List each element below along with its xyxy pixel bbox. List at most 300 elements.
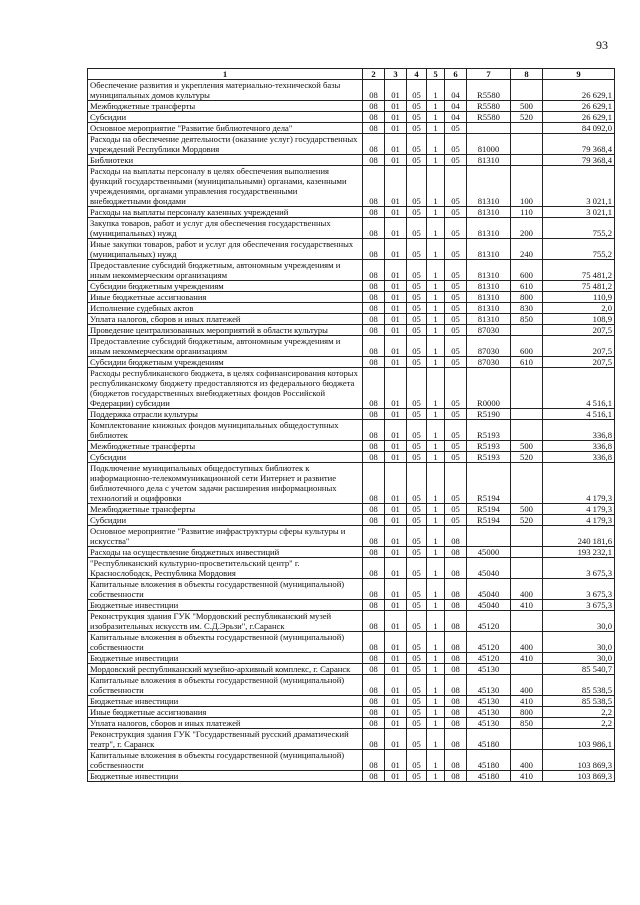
code-cell: 05	[407, 526, 427, 547]
amount-cell: 336,8	[543, 441, 615, 452]
code-cell: 45180	[467, 750, 511, 771]
code-cell: 01	[385, 515, 407, 526]
code-cell: 01	[385, 207, 407, 218]
row-name-cell: "Республиканский культурно-просветительский центр" г. Краснослободск, Республика Мордовия	[88, 558, 363, 579]
code-cell: 45130	[467, 675, 511, 696]
code-cell: 1	[427, 207, 445, 218]
code-cell: 81310	[467, 303, 511, 314]
code-cell: 1	[427, 420, 445, 441]
code-cell: 05	[445, 463, 467, 504]
code-cell	[511, 325, 543, 336]
code-cell: 05	[407, 239, 427, 260]
row-name-cell: Расходы на обеспечение деятельности (оказание услуг) государственных учреждений Республики Мордовия	[88, 134, 363, 155]
amount-cell: 3 675,3	[543, 558, 615, 579]
code-cell: 08	[363, 771, 385, 782]
code-cell: 08	[445, 547, 467, 558]
code-cell: 81310	[467, 166, 511, 207]
table-row	[88, 368, 615, 409]
code-cell: 08	[363, 452, 385, 463]
code-cell: 1	[427, 166, 445, 207]
code-cell	[511, 547, 543, 558]
row-name-cell: Библиотеки	[88, 155, 363, 166]
table-row	[88, 281, 615, 292]
code-cell: 01	[385, 611, 407, 632]
code-cell: 110	[511, 207, 543, 218]
code-cell: 05	[445, 292, 467, 303]
table-row	[88, 336, 615, 357]
code-cell: 01	[385, 239, 407, 260]
code-cell: 45040	[467, 600, 511, 611]
row-name-cell: Реконструкция здания ГУК "Мордовский республиканский музей изобразительных искусств им. С.Д.Эрьзи", г.Саранск	[88, 611, 363, 632]
amount-cell: 26 629,1	[543, 80, 615, 101]
table-row	[88, 80, 615, 101]
code-cell: 04	[445, 112, 467, 123]
code-cell: 05	[445, 325, 467, 336]
code-cell: 01	[385, 101, 407, 112]
table-row	[88, 441, 615, 452]
code-cell	[511, 420, 543, 441]
code-cell: 05	[407, 420, 427, 441]
code-cell: 05	[407, 696, 427, 707]
code-cell: 05	[407, 166, 427, 207]
code-cell: 1	[427, 218, 445, 239]
code-cell: 08	[363, 675, 385, 696]
code-cell: 05	[407, 718, 427, 729]
code-cell: 01	[385, 303, 407, 314]
code-cell	[467, 123, 511, 134]
table-row	[88, 718, 615, 729]
code-cell: 05	[445, 515, 467, 526]
table-row	[88, 101, 615, 112]
amount-cell: 207,5	[543, 325, 615, 336]
table-row	[88, 504, 615, 515]
code-cell: 05	[445, 368, 467, 409]
code-cell: 08	[363, 260, 385, 281]
table-row	[88, 515, 615, 526]
code-cell: 610	[511, 357, 543, 368]
code-cell: 1	[427, 239, 445, 260]
table-row	[88, 218, 615, 239]
code-cell: 1	[427, 368, 445, 409]
code-cell: 08	[363, 336, 385, 357]
code-cell: 05	[445, 239, 467, 260]
code-cell: 08	[363, 558, 385, 579]
code-cell: 05	[407, 600, 427, 611]
table-row	[88, 771, 615, 782]
code-cell	[511, 155, 543, 166]
code-cell: 08	[363, 101, 385, 112]
amount-cell: 3 021,1	[543, 166, 615, 207]
code-cell: 08	[363, 218, 385, 239]
code-cell: 01	[385, 632, 407, 653]
code-cell: 05	[445, 336, 467, 357]
code-cell: 81310	[467, 155, 511, 166]
code-cell: 08	[445, 664, 467, 675]
header-cell: 1	[88, 69, 363, 80]
code-cell: 1	[427, 526, 445, 547]
code-cell: 05	[407, 771, 427, 782]
code-cell: 1	[427, 515, 445, 526]
code-cell: 800	[511, 292, 543, 303]
code-cell: 01	[385, 707, 407, 718]
row-name-cell: Бюджетные инвестиции	[88, 653, 363, 664]
code-cell: 1	[427, 281, 445, 292]
code-cell: 08	[363, 632, 385, 653]
code-cell: 08	[363, 515, 385, 526]
header-cell: 7	[467, 69, 511, 80]
code-cell: 08	[363, 357, 385, 368]
table-row	[88, 653, 615, 664]
code-cell: 1	[427, 112, 445, 123]
code-cell	[511, 729, 543, 750]
code-cell: 1	[427, 750, 445, 771]
row-name-cell: Бюджетные инвестиции	[88, 600, 363, 611]
code-cell: 1	[427, 611, 445, 632]
code-cell: 01	[385, 718, 407, 729]
row-name-cell: Исполнение судебных актов	[88, 303, 363, 314]
code-cell: 05	[407, 547, 427, 558]
amount-cell: 336,8	[543, 420, 615, 441]
code-cell: 05	[445, 166, 467, 207]
row-name-cell: Расходы на выплаты персоналу в целях обеспечения выполнения функций государственными (муниципальными) органами, казенными учреждениями, органами управления государственными внебюджетными фондами	[88, 166, 363, 207]
code-cell: 05	[407, 260, 427, 281]
code-cell: 01	[385, 664, 407, 675]
code-cell: 45120	[467, 632, 511, 653]
page-number: 93	[596, 38, 608, 52]
code-cell: 1	[427, 771, 445, 782]
row-name-cell: Мордовский республиканский музейно-архивный комплекс, г. Саранск	[88, 664, 363, 675]
code-cell: 08	[363, 664, 385, 675]
amount-cell: 103 986,1	[543, 729, 615, 750]
code-cell: 08	[363, 368, 385, 409]
code-cell: 08	[445, 558, 467, 579]
code-cell: 400	[511, 675, 543, 696]
table-row	[88, 463, 615, 504]
code-cell: 08	[445, 750, 467, 771]
code-cell: 1	[427, 80, 445, 101]
amount-cell: 2,0	[543, 303, 615, 314]
table-row	[88, 260, 615, 281]
code-cell: R5580	[467, 101, 511, 112]
code-cell: 08	[363, 611, 385, 632]
code-cell: 05	[445, 314, 467, 325]
amount-cell: 30,0	[543, 611, 615, 632]
code-cell: 1	[427, 632, 445, 653]
code-cell: 01	[385, 336, 407, 357]
code-cell: 01	[385, 504, 407, 515]
amount-cell: 4 179,3	[543, 463, 615, 504]
table-row	[88, 707, 615, 718]
table-header-row	[88, 69, 615, 80]
code-cell: 08	[363, 463, 385, 504]
code-cell: 08	[363, 281, 385, 292]
code-cell: 05	[445, 281, 467, 292]
code-cell: 45000	[467, 547, 511, 558]
code-cell: 1	[427, 600, 445, 611]
amount-cell: 207,5	[543, 336, 615, 357]
code-cell: 08	[363, 207, 385, 218]
code-cell: 1	[427, 664, 445, 675]
code-cell: 45180	[467, 729, 511, 750]
code-cell: 05	[407, 664, 427, 675]
code-cell: 08	[363, 696, 385, 707]
row-name-cell: Проведение централизованных мероприятий в области культуры	[88, 325, 363, 336]
row-name-cell: Основное мероприятие "Развитие библиотечного дела"	[88, 123, 363, 134]
code-cell: 08	[363, 718, 385, 729]
amount-cell: 30,0	[543, 653, 615, 664]
table-row	[88, 292, 615, 303]
code-cell: 200	[511, 218, 543, 239]
code-cell: R5194	[467, 515, 511, 526]
code-cell: 05	[407, 314, 427, 325]
code-cell: 08	[363, 579, 385, 600]
code-cell: 08	[363, 112, 385, 123]
code-cell: 08	[363, 80, 385, 101]
amount-cell: 75 481,2	[543, 260, 615, 281]
code-cell: 81310	[467, 281, 511, 292]
code-cell: 1	[427, 155, 445, 166]
table-row	[88, 420, 615, 441]
row-name-cell: Уплата налогов, сборов и иных платежей	[88, 314, 363, 325]
table-row	[88, 155, 615, 166]
code-cell: 05	[407, 292, 427, 303]
row-name-cell: Предоставление субсидий бюджетным, автономным учреждениям и иным некоммерческим организациям	[88, 260, 363, 281]
code-cell: R5193	[467, 420, 511, 441]
code-cell: 1	[427, 653, 445, 664]
amount-cell: 108,9	[543, 314, 615, 325]
row-name-cell: Субсидии	[88, 452, 363, 463]
row-name-cell: Расходы республиканского бюджета, в целях софинансирования которых республиканскому бюджету предоставляются из федерального бюджета (бюджетов государственных внебюджетных фондов Российской Федерации) субсидии	[88, 368, 363, 409]
code-cell: 01	[385, 260, 407, 281]
header-cell: 4	[407, 69, 427, 80]
code-cell: 05	[407, 653, 427, 664]
code-cell: 05	[407, 729, 427, 750]
code-cell	[511, 409, 543, 420]
amount-cell: 79 368,4	[543, 134, 615, 155]
code-cell: 520	[511, 112, 543, 123]
code-cell: 08	[363, 750, 385, 771]
row-name-cell: Субсидии	[88, 515, 363, 526]
code-cell: 45130	[467, 664, 511, 675]
code-cell: 05	[407, 750, 427, 771]
code-cell: 410	[511, 771, 543, 782]
code-cell: 05	[407, 441, 427, 452]
amount-cell: 336,8	[543, 452, 615, 463]
code-cell: 08	[363, 729, 385, 750]
code-cell: 04	[445, 80, 467, 101]
table-row	[88, 729, 615, 750]
code-cell: 08	[445, 600, 467, 611]
code-cell: 05	[445, 218, 467, 239]
code-cell: 08	[363, 292, 385, 303]
code-cell: 1	[427, 675, 445, 696]
code-cell: 08	[445, 611, 467, 632]
code-cell: 1	[427, 463, 445, 504]
code-cell: 01	[385, 463, 407, 504]
code-cell: 1	[427, 579, 445, 600]
code-cell: 05	[407, 632, 427, 653]
row-name-cell: Иные закупки товаров, работ и услуг для обеспечения государственных (муниципальных) нужд	[88, 239, 363, 260]
row-name-cell: Иные бюджетные ассигнования	[88, 292, 363, 303]
code-cell: 01	[385, 547, 407, 558]
amount-cell: 755,2	[543, 218, 615, 239]
code-cell: R0000	[467, 368, 511, 409]
code-cell: 05	[407, 368, 427, 409]
code-cell: 05	[445, 452, 467, 463]
code-cell: 81000	[467, 134, 511, 155]
code-cell: 05	[407, 707, 427, 718]
row-name-cell: Поддержка отрасли культуры	[88, 409, 363, 420]
row-name-cell: Комплектование книжных фондов муниципальных общедоступных библиотек	[88, 420, 363, 441]
code-cell: 81310	[467, 260, 511, 281]
code-cell: 01	[385, 729, 407, 750]
code-cell: R5190	[467, 409, 511, 420]
code-cell: 01	[385, 526, 407, 547]
code-cell: 08	[363, 409, 385, 420]
row-name-cell: Капитальные вложения в объекты государственной (муниципальной) собственности	[88, 675, 363, 696]
code-cell: 1	[427, 558, 445, 579]
amount-cell: 2,2	[543, 707, 615, 718]
code-cell: 05	[445, 123, 467, 134]
code-cell: 01	[385, 579, 407, 600]
code-cell	[511, 558, 543, 579]
table-row	[88, 325, 615, 336]
table-row	[88, 547, 615, 558]
code-cell: 08	[445, 771, 467, 782]
table-row	[88, 526, 615, 547]
code-cell: 08	[363, 166, 385, 207]
code-cell: 01	[385, 134, 407, 155]
code-cell: 850	[511, 718, 543, 729]
header-cell: 8	[511, 69, 543, 80]
code-cell: 500	[511, 441, 543, 452]
code-cell: 01	[385, 750, 407, 771]
row-name-cell: Закупка товаров, работ и услуг для обеспечения государственных (муниципальных) нужд	[88, 218, 363, 239]
row-name-cell: Капитальные вложения в объекты государственной (муниципальной) собственности	[88, 579, 363, 600]
amount-cell: 85 538,5	[543, 696, 615, 707]
code-cell: R5580	[467, 80, 511, 101]
code-cell: 1	[427, 547, 445, 558]
code-cell: 05	[407, 281, 427, 292]
code-cell	[511, 526, 543, 547]
code-cell: 05	[407, 155, 427, 166]
amount-cell: 75 481,2	[543, 281, 615, 292]
row-name-cell: Бюджетные инвестиции	[88, 696, 363, 707]
code-cell: 45120	[467, 653, 511, 664]
code-cell: 05	[407, 336, 427, 357]
code-cell: 08	[445, 632, 467, 653]
table-row	[88, 452, 615, 463]
code-cell: 45130	[467, 696, 511, 707]
code-cell: 08	[445, 696, 467, 707]
row-name-cell: Бюджетные инвестиции	[88, 771, 363, 782]
code-cell: 05	[407, 80, 427, 101]
code-cell: 05	[407, 325, 427, 336]
code-cell: 05	[407, 218, 427, 239]
code-cell: 600	[511, 336, 543, 357]
code-cell: 05	[407, 515, 427, 526]
code-cell: 08	[363, 420, 385, 441]
code-cell: 01	[385, 600, 407, 611]
budget-table	[87, 68, 615, 782]
code-cell: 05	[407, 303, 427, 314]
amount-cell: 103 869,3	[543, 771, 615, 782]
table-row	[88, 123, 615, 134]
table-row	[88, 357, 615, 368]
code-cell: 01	[385, 112, 407, 123]
code-cell: 05	[407, 409, 427, 420]
code-cell: 08	[445, 707, 467, 718]
table-row	[88, 611, 615, 632]
code-cell: 1	[427, 409, 445, 420]
code-cell: R5580	[467, 112, 511, 123]
header-cell: 9	[543, 69, 615, 80]
code-cell: 45040	[467, 558, 511, 579]
code-cell	[511, 123, 543, 134]
code-cell: 400	[511, 750, 543, 771]
header-cell: 5	[427, 69, 445, 80]
row-name-cell: Межбюджетные трансферты	[88, 441, 363, 452]
code-cell: 05	[445, 420, 467, 441]
code-cell: 08	[363, 504, 385, 515]
code-cell: 830	[511, 303, 543, 314]
code-cell: 1	[427, 260, 445, 281]
code-cell: R5193	[467, 441, 511, 452]
table-row	[88, 750, 615, 771]
code-cell: 05	[407, 675, 427, 696]
code-cell: 1	[427, 729, 445, 750]
amount-cell: 207,5	[543, 357, 615, 368]
code-cell: 1	[427, 504, 445, 515]
code-cell: 1	[427, 696, 445, 707]
code-cell: R5193	[467, 452, 511, 463]
code-cell: 01	[385, 771, 407, 782]
code-cell: 45120	[467, 611, 511, 632]
code-cell: 1	[427, 336, 445, 357]
row-name-cell: Субсидии бюджетным учреждениям	[88, 281, 363, 292]
code-cell: 240	[511, 239, 543, 260]
amount-cell: 85 538,5	[543, 675, 615, 696]
code-cell: 520	[511, 452, 543, 463]
amount-cell: 4 516,1	[543, 368, 615, 409]
amount-cell: 30,0	[543, 632, 615, 653]
code-cell	[467, 526, 511, 547]
code-cell: 01	[385, 80, 407, 101]
table-row	[88, 664, 615, 675]
amount-cell: 26 629,1	[543, 112, 615, 123]
code-cell: 01	[385, 441, 407, 452]
code-cell: 05	[407, 123, 427, 134]
code-cell: 08	[445, 526, 467, 547]
table-row	[88, 166, 615, 207]
code-cell: 05	[407, 101, 427, 112]
code-cell: 87030	[467, 336, 511, 357]
code-cell: 05	[407, 452, 427, 463]
code-cell: 05	[445, 441, 467, 452]
table-row	[88, 558, 615, 579]
row-name-cell: Расходы на осуществление бюджетных инвестиций	[88, 547, 363, 558]
code-cell: 01	[385, 123, 407, 134]
code-cell: 520	[511, 515, 543, 526]
code-cell: 05	[407, 504, 427, 515]
code-cell: 01	[385, 314, 407, 325]
row-name-cell: Иные бюджетные ассигнования	[88, 707, 363, 718]
code-cell	[511, 368, 543, 409]
code-cell: 100	[511, 166, 543, 207]
code-cell: 05	[407, 463, 427, 504]
code-cell: 08	[363, 325, 385, 336]
row-name-cell: Уплата налогов, сборов и иных платежей	[88, 718, 363, 729]
